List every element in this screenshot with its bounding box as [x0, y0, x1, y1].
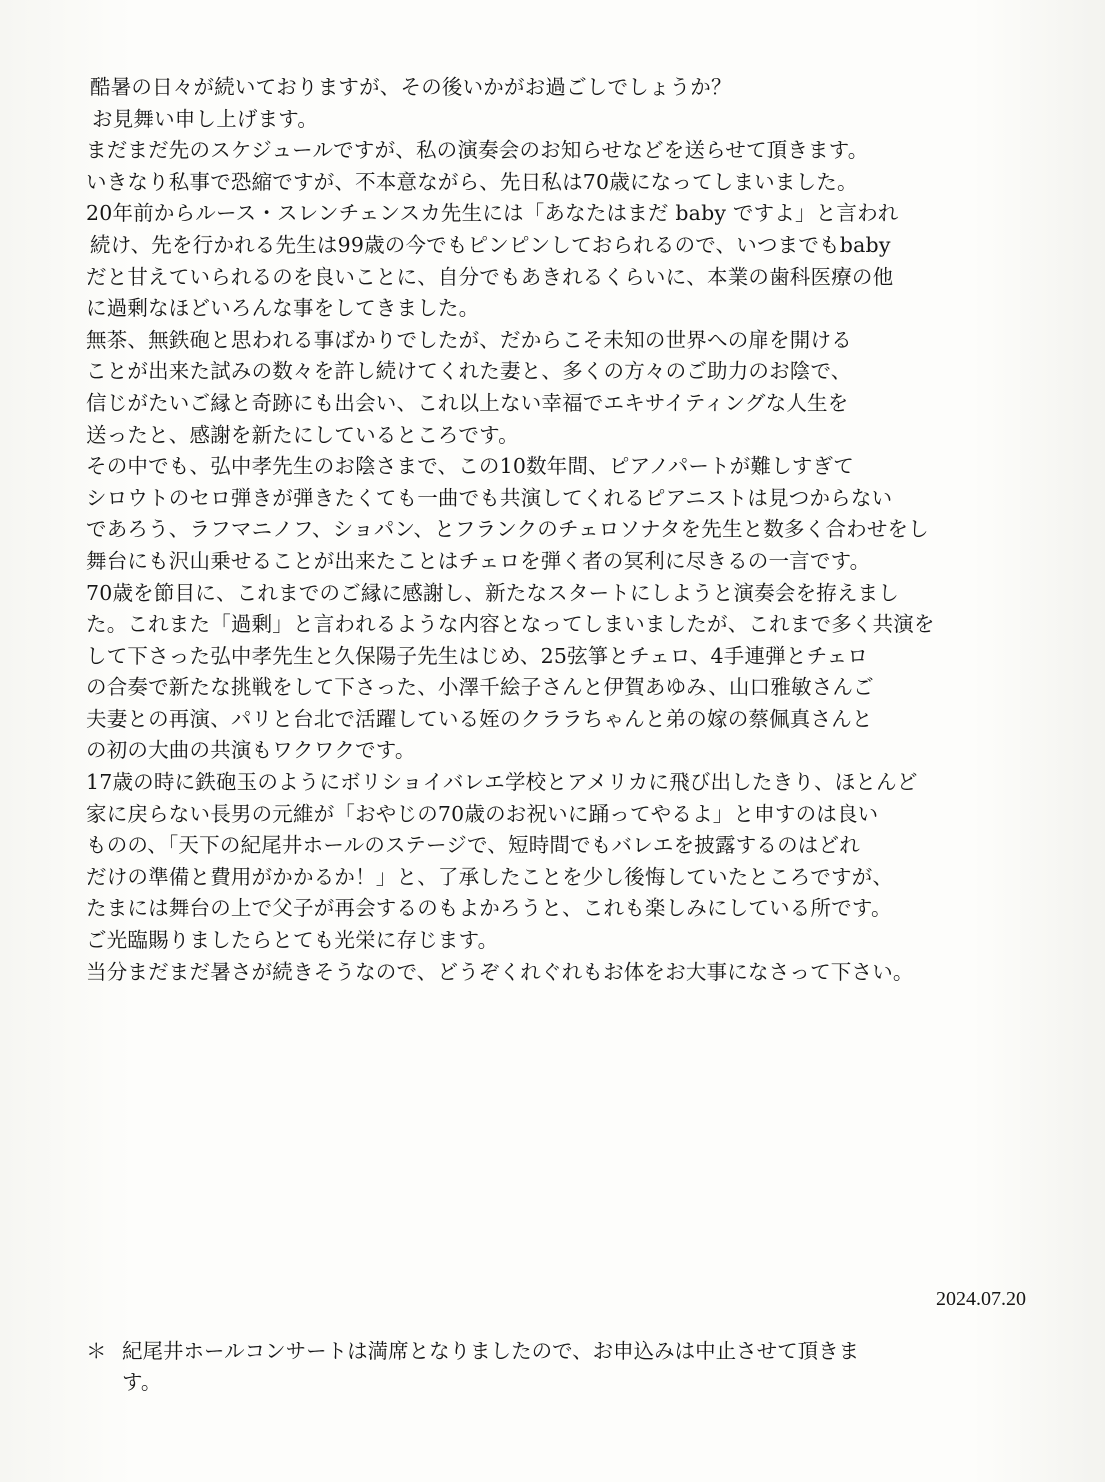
letter-line: の合奏で新たな挑戦をして下さった、小澤千絵子さんと伊賀あゆみ、山口雅敏さんご — [86, 675, 874, 700]
footnote-line: す。 — [122, 1370, 162, 1394]
letter-line: 20年前からルース・スレンチェンスカ先生には「あなたはまだ baby ですよ」と言われ — [86, 201, 899, 226]
letter-line: 当分まだまだ暑さが続きそうなので、どうぞくれぐれもお体をお大事になさって下さい。 — [86, 959, 914, 984]
letter-line: 70歳を節目に、これまでのご縁に感謝し、新たなスタートにしようと演奏会を拵えまし — [86, 580, 900, 605]
letter-line: まだまだ先のスケジュールですが、私の演奏会のお知らせなどを送らせて頂きます。 — [86, 138, 869, 163]
letter-line: たまには舞台の上で父子が再会するのもよかろうと、これも楽しみにしている所です。 — [86, 896, 892, 921]
letter-line: だと甘えていられるのを良いことに、自分でもあきれるくらいに、本業の歯科医療の他 — [86, 264, 894, 289]
letter-line: して下さった弘中孝先生と久保陽子先生はじめ、25弦箏とチェロ、4手連弾とチェロ — [86, 643, 869, 668]
letter-line: だけの準備と費用がかかるか！」と、了承したことを少し後悔していたところですが、 — [86, 864, 894, 889]
letter-line: 信じがたいご縁と奇跡にも出会い、これ以上ない幸福でエキサイティングな人生を — [86, 390, 849, 415]
letter-line: 送ったと、感謝を新たにしているところです。 — [86, 422, 519, 447]
letter-line: 無茶、無鉄砲と思われる事ばかりでしたが、だからこそ未知の世界への扉を開ける — [86, 327, 852, 352]
footnote-text — [122, 1336, 1082, 1398]
letter-line: 舞台にも沢山乗せることが出来たことはチェロを弾く者の冥利に尽きるの一言です。 — [86, 548, 871, 573]
letter-body — [86, 72, 1066, 988]
letter-line: 夫妻との再演、パリと台北で活躍している姪のクララちゃんと弟の嫁の蔡佩真さんと — [86, 706, 873, 731]
letter-line: であろう、ラフマニノフ、ショパン、とフランクのチェロソナタを先生と数多く合わせをし — [86, 517, 929, 542]
letter-line: ことが出来た試みの数々を許し続けてくれた妻と、多くの方々のご助力のお陰で、 — [86, 359, 852, 384]
asterisk-mark: ＊ — [86, 1339, 107, 1363]
letter-line: その中でも、弘中孝先生のお陰さまで、この10数年間、ピアノパートが難しすぎて — [86, 454, 854, 479]
letter-line: いきなり私事で恐縮ですが、不本意ながら、先日私は70歳になってしまいました。 — [86, 169, 858, 194]
letter-line: た。これまた「過剰」と言われるような内容となってしまいましたが、これまで多く共演を — [86, 612, 935, 637]
letter-line: ご光臨賜りましたらとても光栄に存じます。 — [86, 928, 499, 953]
letter-line: お見舞い申し上げます。 — [92, 106, 319, 131]
letter-line: ものの、「天下の紀尾井ホールのステージで、短時間でもバレエを披露するのはどれ — [86, 833, 860, 858]
footnote-line: 紀尾井ホールコンサートは満席となりましたので、お申込みは中止させて頂きま — [122, 1339, 860, 1363]
letter-line: 17歳の時に鉄砲玉のようにボリショイバレエ学校とアメリカに飛び出したきり、ほとんど — [86, 770, 918, 795]
letter-line: 続け、先を行かれる先生は99歳の今でもピンピンしておられるので、いつまでもbaby — [90, 232, 891, 257]
letter-line: シロウトのセロ弾きが弾きたくても一曲でも共演してくれるピアニストは見つからない — [86, 485, 893, 510]
letter-line: に過剰なほどいろんな事をしてきました。 — [86, 296, 480, 321]
letter-line: 家に戻らない長男の元維が「おやじの70歳のお祝いに踊ってやるよ」と申すのは良い — [86, 801, 879, 826]
letter-date: 2024.07.20 — [936, 1288, 1026, 1310]
letter-line: 酷暑の日々が続いておりますが、その後いかがお過ごしでしょうか？ — [90, 75, 732, 99]
letter-line: の初の大曲の共演もワクワクです。 — [86, 738, 416, 763]
